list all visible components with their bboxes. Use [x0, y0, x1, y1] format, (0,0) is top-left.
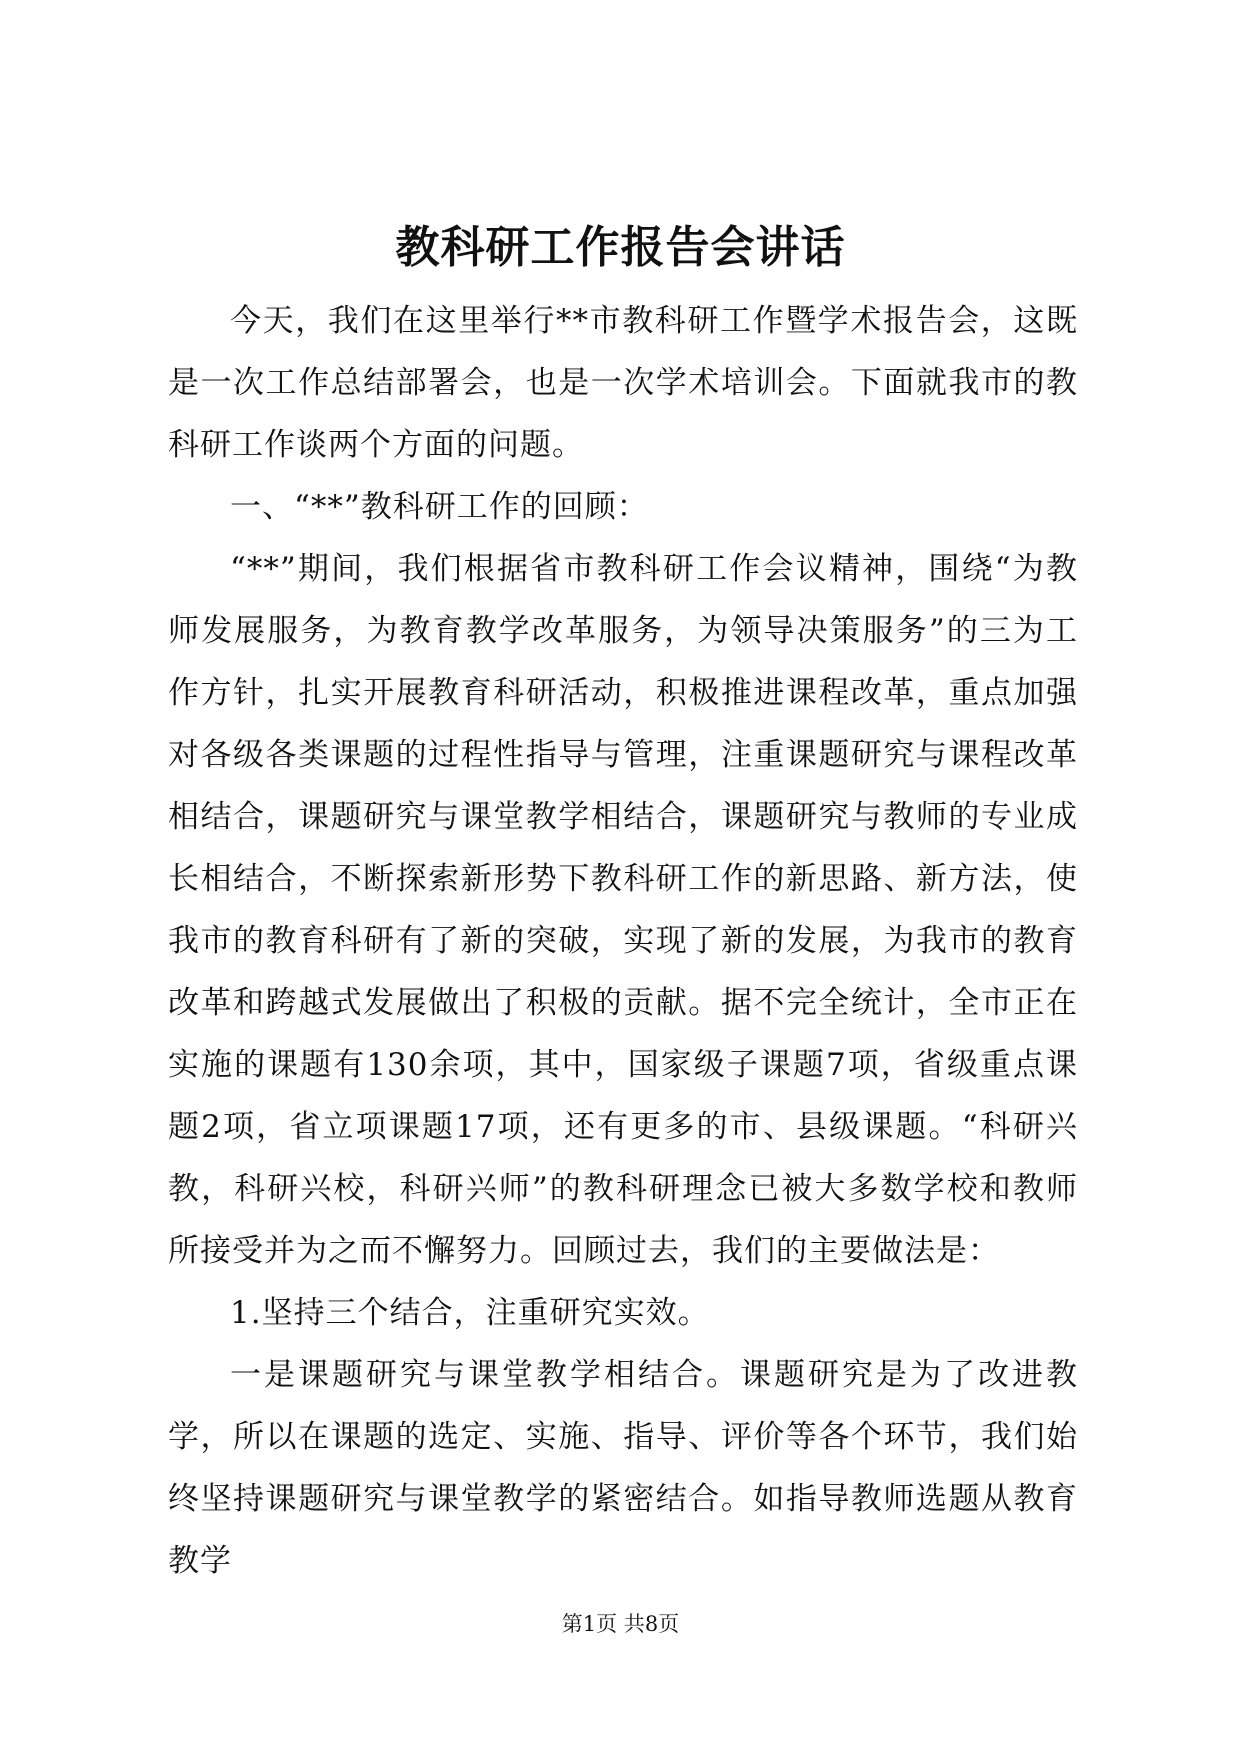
paragraph-first-combination: 一是课题研究与课堂教学相结合。课题研究是为了改进教学，所以在课题的选定、实施、指导、评价等各个环节，我们始终坚持课题研究与课堂教学的紧密结合。如指导教师选题从教育教学 [168, 1357, 1078, 1579]
section-heading-review: 一、“**”教科研工作的回顾： [230, 489, 649, 525]
document-body [168, 290, 1078, 1592]
subheading-three-combinations: 1.坚持三个结合，注重研究实效。 [230, 1295, 710, 1331]
document-title: 教科研工作报告会讲话 [395, 222, 846, 273]
paragraph-intro: 今天，我们在这里举行**市教科研工作暨学术报告会，这既是一次工作总结部署会，也是一次学术培训会。下面就我市的教科研工作谈两个方面的问题。 [168, 303, 1078, 463]
paragraph-review: “**”期间，我们根据省市教科研工作会议精神，围绕“为教师发展服务，为教育教学改革服务，为领导决策服务”的三为工作方针，扎实开展教育科研活动，积极推进课程改革，重点加强对各级各类课题的过程性指导与管理，注重课题研究与课程改革相结合，课题研究与课堂教学相结合，课题研究与教师的专业成长相结合，不断探索新形势下教科研工作的新思路、新方法，使我市的教育科研有了新的突破，实现了新的发展，为我市的教育改革和跨越式发展做出了积极的贡献。据不完全统计，全市正在实施的课题有130余项，其中，国家级子课题7项，省级重点课题2项，省立项课题17项，还有更多的市、县级课题。“科研兴教，科研兴校，科研兴师”的教科研理念已被大多数学校和教师所接受并为之而不懈努力。回顾过去，我们的主要做法是： [168, 551, 1078, 1269]
page-number-footer: 第1页 共8页 [561, 1612, 680, 1636]
